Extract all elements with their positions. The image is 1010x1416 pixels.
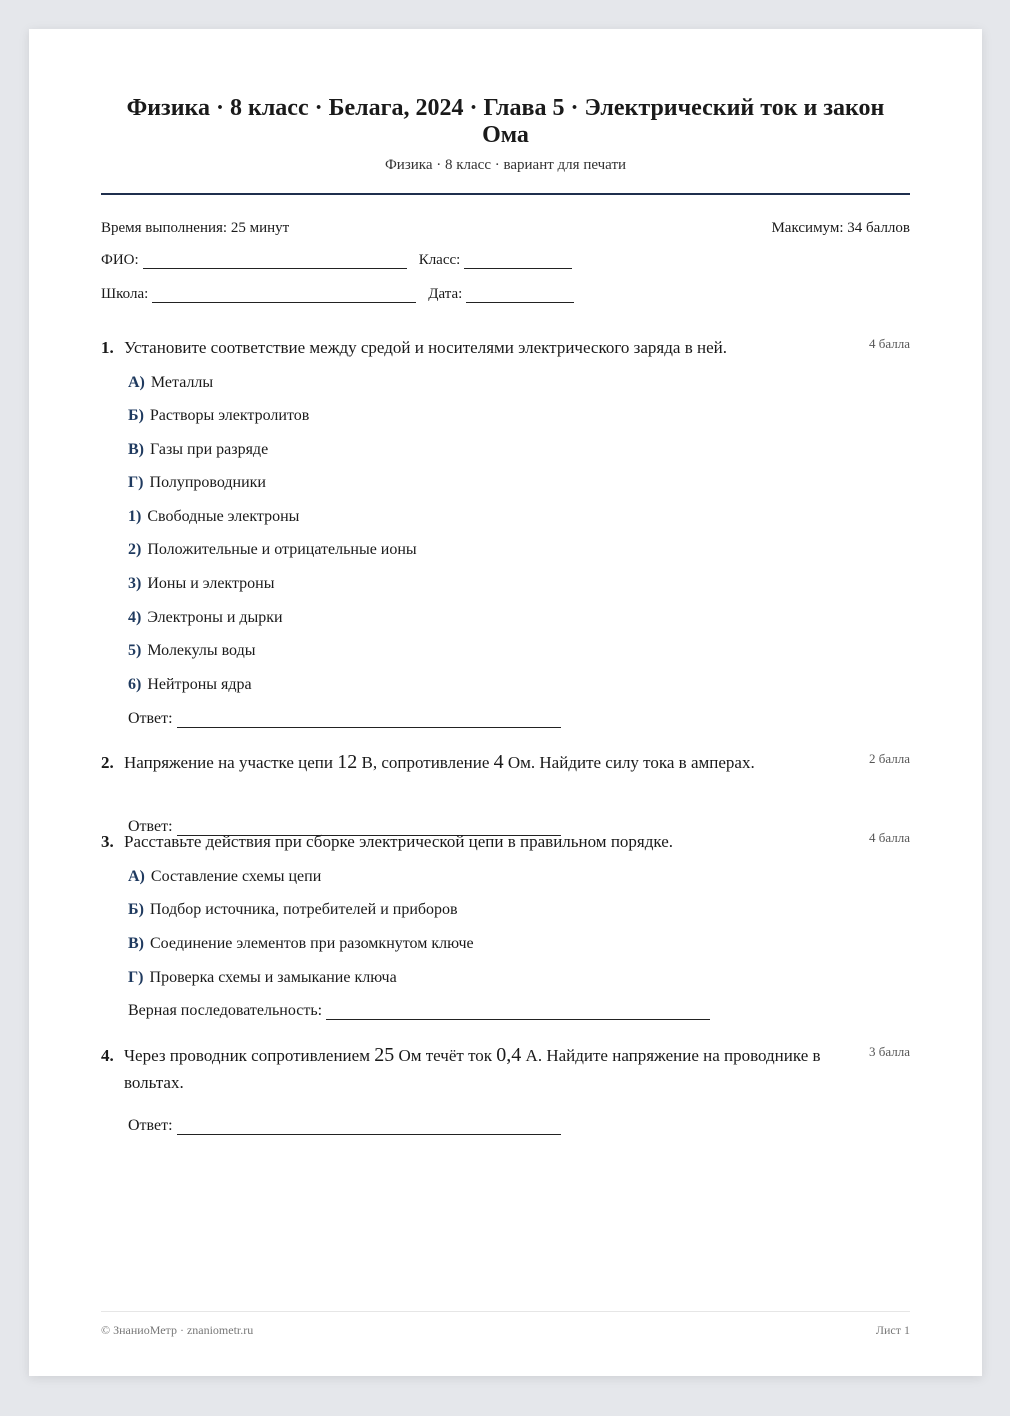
question-3 <box>101 828 910 1028</box>
option-6: 6) Нейтроны ядра <box>128 676 252 693</box>
question-2 <box>101 749 910 835</box>
question-points: 4 балла <box>869 830 910 845</box>
question-text: Расставьте действия при сборке электрической цепи в правильном порядке. <box>124 832 674 851</box>
question-text: Установите соответствие между средой и носителями электрического заряда в ней. <box>124 338 727 357</box>
option-3: 3) Ионы и электроны <box>128 575 275 592</box>
question-4-head <box>101 1042 910 1096</box>
option-1: 1) Свободные электроны <box>128 508 300 525</box>
footer-divider <box>101 1311 910 1312</box>
option-2: 2) Положительные и отрицательные ионы <box>128 541 417 558</box>
date-label: Дата: <box>428 286 463 302</box>
question-points: 4 балла <box>869 336 910 351</box>
page-footer <box>101 1323 910 1338</box>
answer-label: Ответ: <box>128 1117 173 1134</box>
question-1-head <box>101 334 910 361</box>
header-divider <box>101 193 910 195</box>
answer-label: Ответ: <box>128 710 173 727</box>
answer-row <box>128 1002 710 1020</box>
question-number: 1. <box>101 338 114 357</box>
question-4 <box>101 1042 910 1152</box>
question-3-head <box>101 828 910 855</box>
option-c: В) Соединение элементов при разомкнутом ключе <box>128 935 474 952</box>
time-limit: Время выполнения: 25 минут <box>101 220 290 236</box>
answer-field[interactable] <box>177 1120 561 1135</box>
worksheet-page <box>29 29 982 1376</box>
answer-row <box>128 710 561 728</box>
school-label: Школа: <box>101 286 149 302</box>
sequence-answer-field[interactable] <box>326 1005 710 1020</box>
question-number: 4. <box>101 1046 114 1065</box>
fio-field[interactable] <box>143 254 407 269</box>
option-5: 5) Молекулы воды <box>128 642 256 659</box>
answer-label: Верная последовательность: <box>128 1002 323 1019</box>
answer-label: Ответ: <box>128 818 173 835</box>
answer-row <box>128 1117 561 1135</box>
question-points: 2 балла <box>869 751 910 766</box>
option-a: А) Составление схемы цепи <box>128 868 322 885</box>
option-d: Г) Полупроводники <box>128 474 266 491</box>
footer-copyright: © ЗнаниоМетр · znaniometr.ru <box>101 1323 254 1337</box>
option-d: Г) Проверка схемы и замыкание ключа <box>128 969 397 986</box>
question-text: Через проводник сопротивлением 25 Ом течёт ток 0,4 А. Найдите напряжение на проводнике в вольтах. <box>124 1044 821 1092</box>
max-score: Максимум: 34 баллов <box>771 220 910 236</box>
page-title: Физика · 8 класс · Белага, 2024 · Глава 5 · Электрический ток и закон Ома <box>126 95 885 148</box>
meta-row <box>101 220 910 237</box>
option-b: Б) Подбор источника, потребителей и приборов <box>128 901 458 918</box>
fio-label: ФИО: <box>101 252 139 268</box>
date-field[interactable] <box>466 288 574 303</box>
question-number: 3. <box>101 832 114 851</box>
footer-page-number: Лист 1 <box>875 1323 910 1337</box>
question-text: Напряжение на участке цепи 12 В, сопротивление 4 Ом. Найдите силу тока в амперах. <box>124 751 755 773</box>
question-2-head <box>101 749 910 776</box>
fio-class-row <box>101 252 572 269</box>
question-1 <box>101 334 910 734</box>
option-a: А) Металлы <box>128 374 214 391</box>
question-number: 2. <box>101 753 114 772</box>
question-points: 3 балла <box>869 1044 910 1059</box>
option-4: 4) Электроны и дырки <box>128 609 283 626</box>
school-date-row <box>101 286 574 303</box>
class-field[interactable] <box>464 254 572 269</box>
school-field[interactable] <box>152 288 416 303</box>
page-subtitle: Физика · 8 класс · вариант для печати <box>384 157 627 173</box>
option-b: Б) Растворы электролитов <box>128 407 310 424</box>
class-label: Класс: <box>418 252 461 268</box>
option-c: В) Газы при разряде <box>128 441 269 458</box>
answer-field[interactable] <box>177 713 561 728</box>
